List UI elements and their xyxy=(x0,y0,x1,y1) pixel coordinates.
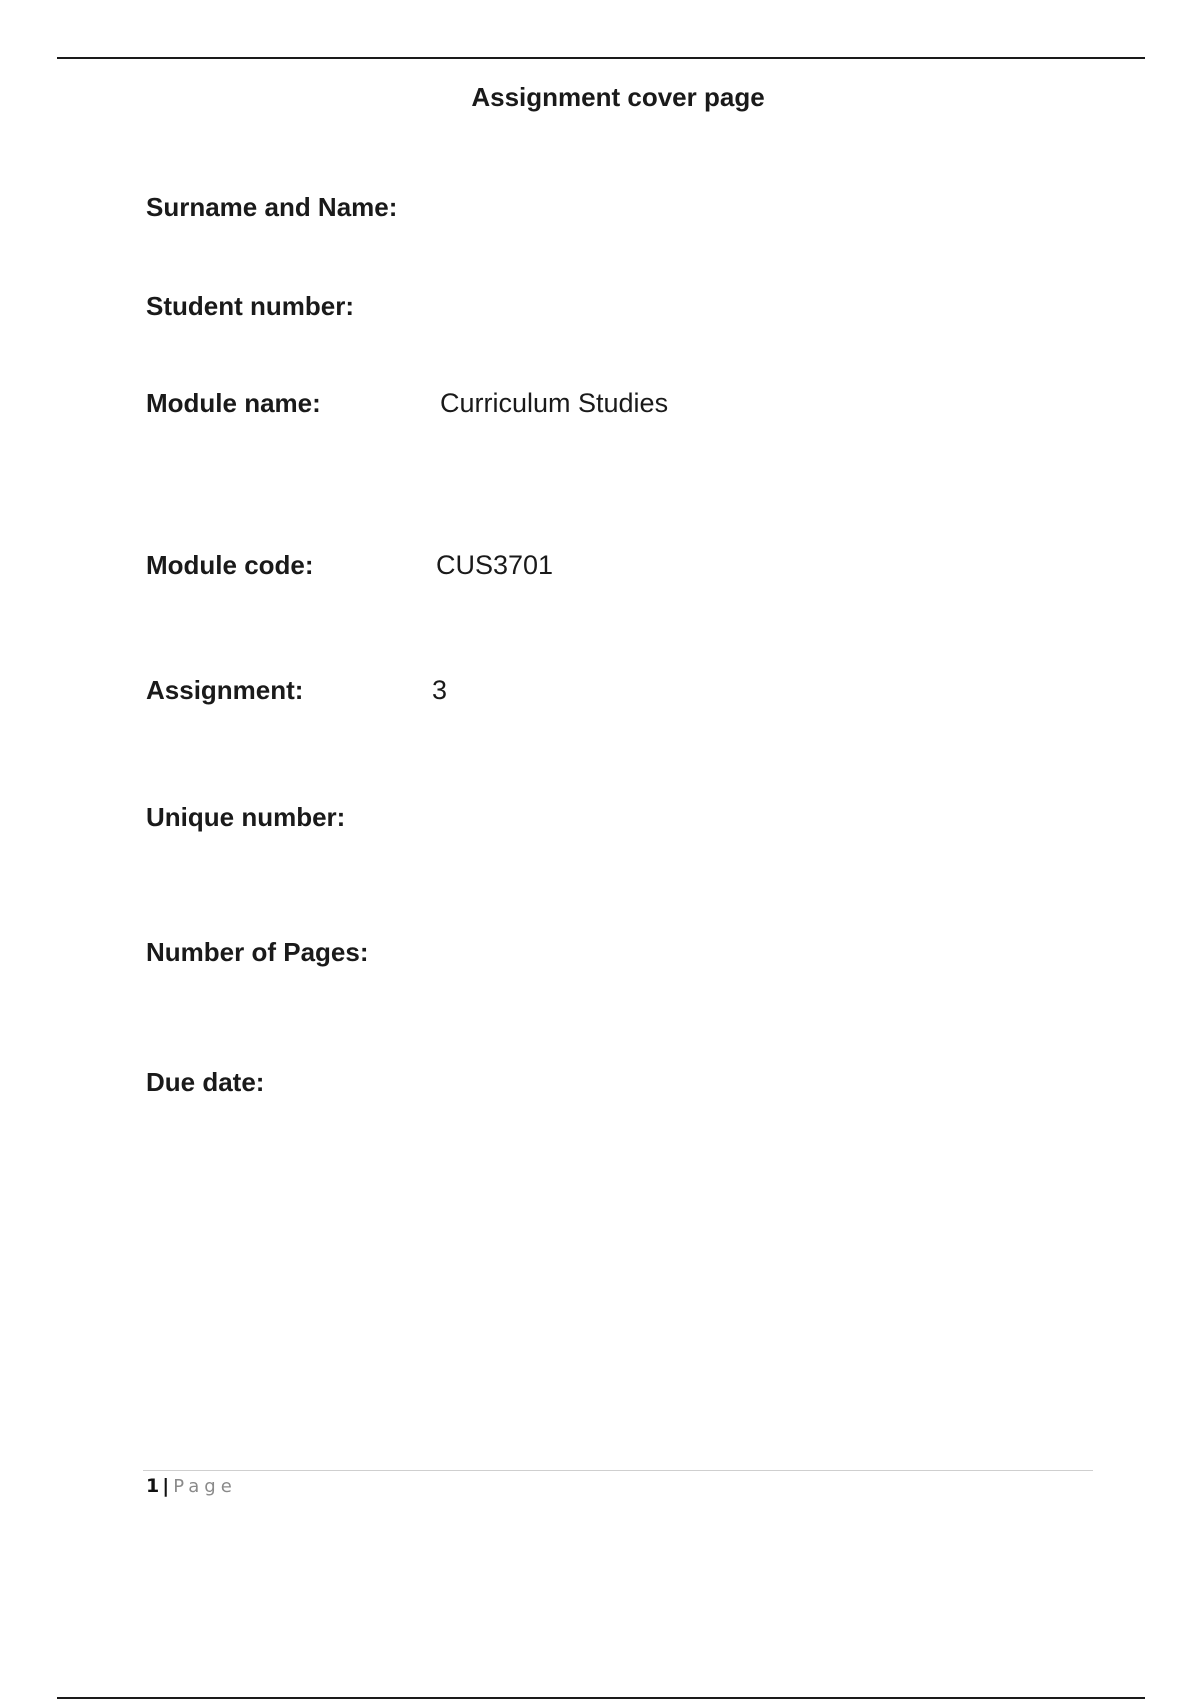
unique-number-label: Unique number: xyxy=(146,802,346,832)
module-code-value: CUS3701 xyxy=(436,550,554,580)
surname-name-label: Surname and Name: xyxy=(146,192,398,222)
top-rule xyxy=(57,57,1145,59)
assignment-label: Assignment: xyxy=(146,675,304,705)
footer-rule xyxy=(143,1470,1093,1471)
page-footer xyxy=(146,1475,237,1497)
due-date-label: Due date: xyxy=(146,1067,265,1097)
assignment-value: 3 xyxy=(432,675,448,705)
module-name-value: Curriculum Studies xyxy=(440,388,669,418)
page-word: Page xyxy=(173,1476,237,1497)
page-title: Assignment cover page xyxy=(471,82,765,112)
bottom-rule xyxy=(57,1697,1145,1699)
module-name-label: Module name: xyxy=(146,388,321,418)
footer-separator: | xyxy=(162,1475,170,1497)
page-number: 1 xyxy=(146,1475,160,1497)
module-code-label: Module code: xyxy=(146,550,314,580)
number-of-pages-label: Number of Pages: xyxy=(146,937,369,967)
student-number-label: Student number: xyxy=(146,291,354,321)
